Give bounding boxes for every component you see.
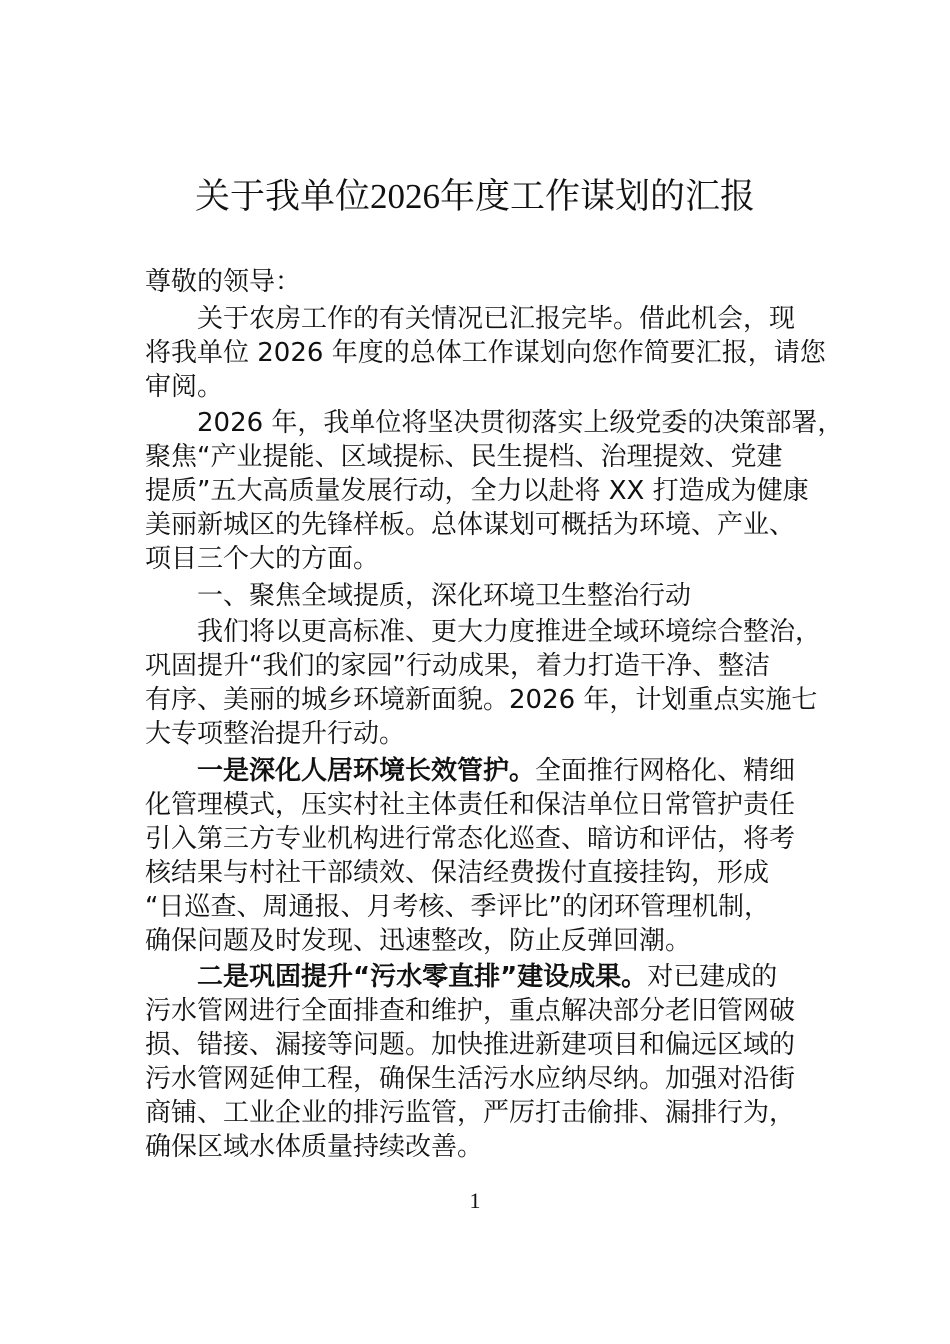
line-text: 有序、美丽的城乡环境新面貌。2026 年，计划重点实施七 [145, 685, 818, 715]
text-line [145, 406, 845, 440]
text-line [145, 649, 845, 683]
text-line [145, 788, 845, 822]
line-text: 美丽新城区的先锋样板。总体谋划可概括为环境、产业、 [145, 510, 796, 540]
line-text: 提质”五大高质量发展行动，全力以赴将 XX 打造成为健康 [145, 476, 809, 506]
text-line [145, 1096, 845, 1130]
text-line [145, 822, 845, 856]
text-line [145, 302, 845, 336]
line-text: 商铺、工业企业的排污监管，严厉打击偷排、漏排行为， [145, 1098, 796, 1128]
text-line [145, 615, 845, 649]
line-text: 全面推行网格化、精细 [535, 755, 796, 786]
line-text: 聚焦“产业提能、区域提标、民生提档、治理提效、党建 [145, 442, 783, 472]
line-text: 我们将以更高标准、更大力度推进全域环境综合整治， [197, 617, 822, 647]
line-text: 确保问题及时发现、迅速整改，防止反弹回潮。 [145, 925, 692, 956]
text-line [145, 265, 845, 299]
text-line [145, 1130, 845, 1164]
line-text: 大专项整治提升行动。 [145, 719, 406, 749]
text-line [145, 542, 845, 576]
text-line [145, 508, 845, 542]
text-line [145, 924, 845, 958]
line-text: 核结果与村社干部绩效、保洁经费拨付直接挂钩，形成 [145, 857, 770, 888]
line-text: 审阅。 [145, 371, 224, 402]
line-text: 污水管网延伸工程，确保生活污水应纳尽纳。加强对沿街 [145, 1064, 796, 1094]
paragraph [145, 265, 845, 299]
line-text: 尊敬的领导： [145, 267, 302, 297]
line-text: 引入第三方专业机构进行常态化巡查、暗访和评估，将考 [145, 823, 796, 854]
bold-lead-text: 二是巩固提升“污水零直排”建设成果。 [197, 962, 648, 992]
text-line [145, 683, 845, 717]
text-line [145, 370, 845, 404]
text-line [145, 579, 845, 613]
text-line [145, 960, 845, 994]
line-text: 巩固提升“我们的家园”行动成果，着力打造干净、整洁 [145, 651, 770, 681]
line-text: 2026 年，我单位将坚决贯彻落实上级党委的决策部署， [197, 408, 844, 438]
text-line [145, 1062, 845, 1096]
text-line [145, 717, 845, 751]
line-text: 污水管网进行全面排查和维护，重点解决部分老旧管网破 [145, 996, 796, 1026]
line-text: 将我单位 2026 年度的总体工作谋划向您作简要汇报，请您 [145, 337, 826, 368]
line-text: 化管理模式，压实村社主体责任和保洁单位日常管护责任 [145, 789, 796, 820]
paragraph [145, 754, 845, 958]
line-text: 一、聚焦全域提质，深化环境卫生整治行动 [197, 580, 692, 611]
document-title: 关于我单位2026年度工作谋划的汇报 [194, 177, 755, 216]
paragraph [145, 579, 845, 613]
text-line [145, 440, 845, 474]
page-number: 1 [469, 1188, 481, 1213]
text-line [145, 1028, 845, 1062]
text-line [145, 754, 845, 788]
line-text: 项目三个大的方面。 [145, 544, 380, 574]
line-text: 对已建成的 [647, 962, 778, 992]
bold-lead-text: 一是深化人居环境长效管护。 [197, 755, 536, 786]
paragraph [145, 406, 845, 576]
text-line [145, 474, 845, 508]
line-text: 关于农房工作的有关情况已汇报完毕。借此机会，现 [197, 303, 796, 334]
text-line [145, 856, 845, 890]
document-body [145, 265, 845, 1167]
line-text: “日巡查、周通报、月考核、季评比”的闭环管理机制， [145, 891, 770, 922]
line-text: 损、错接、漏接等问题。加快推进新建项目和偏远区域的 [145, 1030, 796, 1060]
text-line [145, 336, 845, 370]
text-line [145, 890, 845, 924]
line-text: 确保区域水体质量持续改善。 [145, 1132, 484, 1162]
paragraph [145, 960, 845, 1164]
paragraph [145, 302, 845, 404]
text-line [145, 994, 845, 1028]
paragraph [145, 615, 845, 751]
